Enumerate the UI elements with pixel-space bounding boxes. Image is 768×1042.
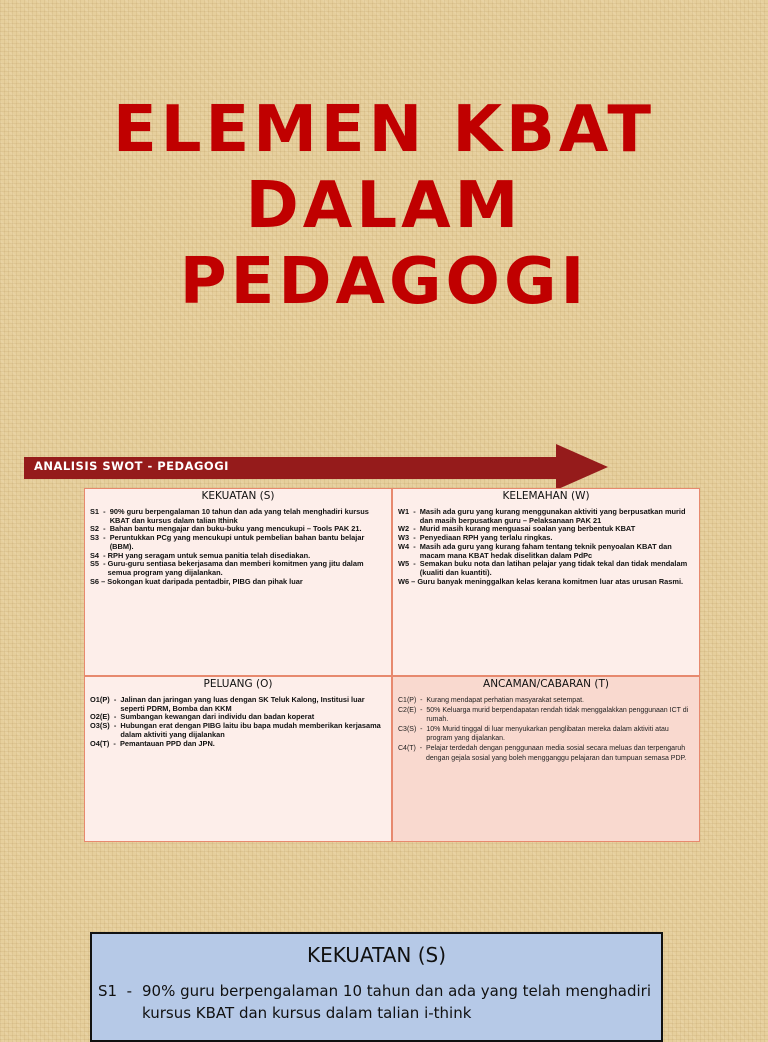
detail-title: KEKUATAN (S) xyxy=(306,943,447,967)
detail-item-code: S1 - xyxy=(98,982,142,1000)
swot-item-text: Pemantauan PPD dan JPN. xyxy=(119,738,215,748)
swot-item-code: W6 – xyxy=(398,576,418,586)
swot-item-text: 10% Murid tinggal di luar menyukarkan penglibatan mereka dalam aktiviti atau program yang dijalankan. xyxy=(426,725,669,743)
swot-item-text: Murid masih kurang menguasai soalan yang berbentuk KBAT xyxy=(419,524,636,534)
swot-item-code: S3 - xyxy=(90,533,110,543)
strengths-title: KEKUATAN (S) xyxy=(201,490,275,502)
swot-item-text: Guru-guru sentiasa bekerjasama dan memberi komitmen yang jitu dalam semua program yang dijalankan. xyxy=(107,559,364,577)
swot-strengths-cell xyxy=(85,489,391,675)
swot-item-code: W3 - xyxy=(398,533,420,543)
detail-item xyxy=(98,980,661,1024)
swot-item-text: 50% Keluarga murid berpendapatan rendah tidak menggalakkan penggunaan ICT di rumah. xyxy=(426,706,689,724)
opportunities-list xyxy=(85,696,391,748)
weaknesses-list xyxy=(393,508,699,586)
swot-item-code: W1 - xyxy=(398,507,420,516)
swot-item-code: S2 - xyxy=(90,524,110,534)
swot-item xyxy=(90,578,387,587)
swot-table xyxy=(84,488,700,842)
swot-item-code: S6 – xyxy=(90,576,108,586)
swot-item-text: RPH yang seragam untuk semua panitia telah disediakan. xyxy=(107,550,311,560)
swot-item-code: C4(T) - xyxy=(398,744,426,752)
swot-item-text: Masih ada guru yang kurang faham tentang teknik penyoalan KBAT dan macam mana KBAT hedak diselitkan dalam PdPc xyxy=(419,541,672,560)
swot-item-text: Peruntukkan PCg yang mencukupi untuk pembelian bahan bantu belajar (BBM). xyxy=(109,533,365,551)
swot-weaknesses-cell xyxy=(393,489,699,675)
swot-item-code: O2(E) - xyxy=(90,712,121,722)
weaknesses-title: KELEMAHAN (W) xyxy=(502,490,590,502)
title-line-1: ELEMEN KBAT xyxy=(112,93,656,167)
title-line-2: DALAM xyxy=(245,169,523,243)
swot-item xyxy=(90,560,387,577)
detail-box xyxy=(90,932,663,1042)
swot-item-code: C1(P) - xyxy=(398,697,427,704)
swot-item xyxy=(398,560,695,577)
swot-item-text: Penyediaan RPH yang terlalu ringkas. xyxy=(419,533,553,543)
swot-item-code: S1 - xyxy=(90,507,110,516)
swot-item-text: Sokongan kuat daripada pentadbir, PIBG dan pihak luar xyxy=(107,576,303,586)
swot-opportunities-cell xyxy=(85,677,391,841)
swot-item xyxy=(398,725,695,744)
swot-item-text: Semakan buku nota dan latihan pelajar yang tidak tekal dan tidak mendalam (kualiti dan kuantiti). xyxy=(419,559,688,577)
swot-item xyxy=(90,508,387,525)
threats-title: ANCAMAN/CABARAN (T) xyxy=(483,678,609,690)
page-title xyxy=(0,92,768,320)
swot-item-code: O3(S) - xyxy=(90,721,121,731)
detail-item-text: 90% guru berpengalaman 10 tahun dan ada yang telah menghadiri kursus KBAT dan kursus dalam talian i-think xyxy=(142,982,651,1022)
swot-item xyxy=(90,534,387,551)
swot-item xyxy=(398,578,695,587)
banner-label: ANALISIS SWOT - PEDAGOGI xyxy=(34,459,229,473)
swot-item-text: 90% guru berpengalaman 10 tahun dan ada yang telah menghadiri kursus KBAT dan kursus dalam talian Ithink xyxy=(109,507,369,525)
swot-item-text: Bahan bantu mengajar dan buku-buku yang mencukupi – Tools PAK 21. xyxy=(109,524,362,534)
swot-item xyxy=(398,543,695,560)
swot-item-text: Sumbangan kewangan dari individu dan badan koperat xyxy=(120,712,315,722)
swot-item xyxy=(398,706,695,725)
swot-item-text: Masih ada guru yang kurang menggunakan aktiviti yang berpusatkan murid dan masih berpusatkan guru – Pelaksanaan PAK 21 xyxy=(419,507,686,525)
swot-item-code: W5 - xyxy=(398,559,420,569)
swot-item xyxy=(90,722,387,739)
swot-item-text: Pelajar terdedah dengan penggunaan media sosial secara meluas dan terpengaruh dengan gejala sosial yang boleh mengganggu pelajaran dan tumpuan semasa PDP. xyxy=(426,744,687,762)
swot-item-text: Jalinan dan jaringan yang luas dengan SK Teluk Kalong, Institusi luar seperti PDRM, Bomba dan KKM xyxy=(120,695,365,713)
title-line-3: PEDAGOGI xyxy=(179,245,589,319)
swot-item-code: S5 - xyxy=(90,559,108,569)
swot-item-code: S4 - xyxy=(90,550,108,560)
swot-item xyxy=(398,696,695,706)
swot-item xyxy=(90,696,387,713)
swot-item-code: C2(E) - xyxy=(398,706,427,714)
swot-item-code: W2 - xyxy=(398,524,420,534)
swot-item-code: C3(S) - xyxy=(398,725,427,733)
swot-item xyxy=(398,508,695,525)
swot-item-text: Kurang mendapat perhatian masyarakat setempat. xyxy=(426,697,584,704)
swot-item xyxy=(398,744,695,763)
swot-item-text: Hubungan erat dengan PIBG laitu ibu bapa mudah memberikan kerjasama dalam aktiviti yang dijalankan xyxy=(120,721,381,739)
swot-item-code: W4 - xyxy=(398,541,420,551)
opportunities-title: PELUANG (O) xyxy=(203,678,273,690)
threats-list xyxy=(393,696,699,763)
swot-item-code: O4(T) - xyxy=(90,738,120,748)
swot-threats-cell xyxy=(393,677,699,841)
strengths-list xyxy=(85,508,391,586)
swot-item xyxy=(90,740,387,749)
swot-item-code: O1(P) - xyxy=(90,695,121,704)
swot-item-text: Guru banyak meninggalkan kelas kerana komitmen luar atas urusan Rasmi. xyxy=(417,576,684,586)
